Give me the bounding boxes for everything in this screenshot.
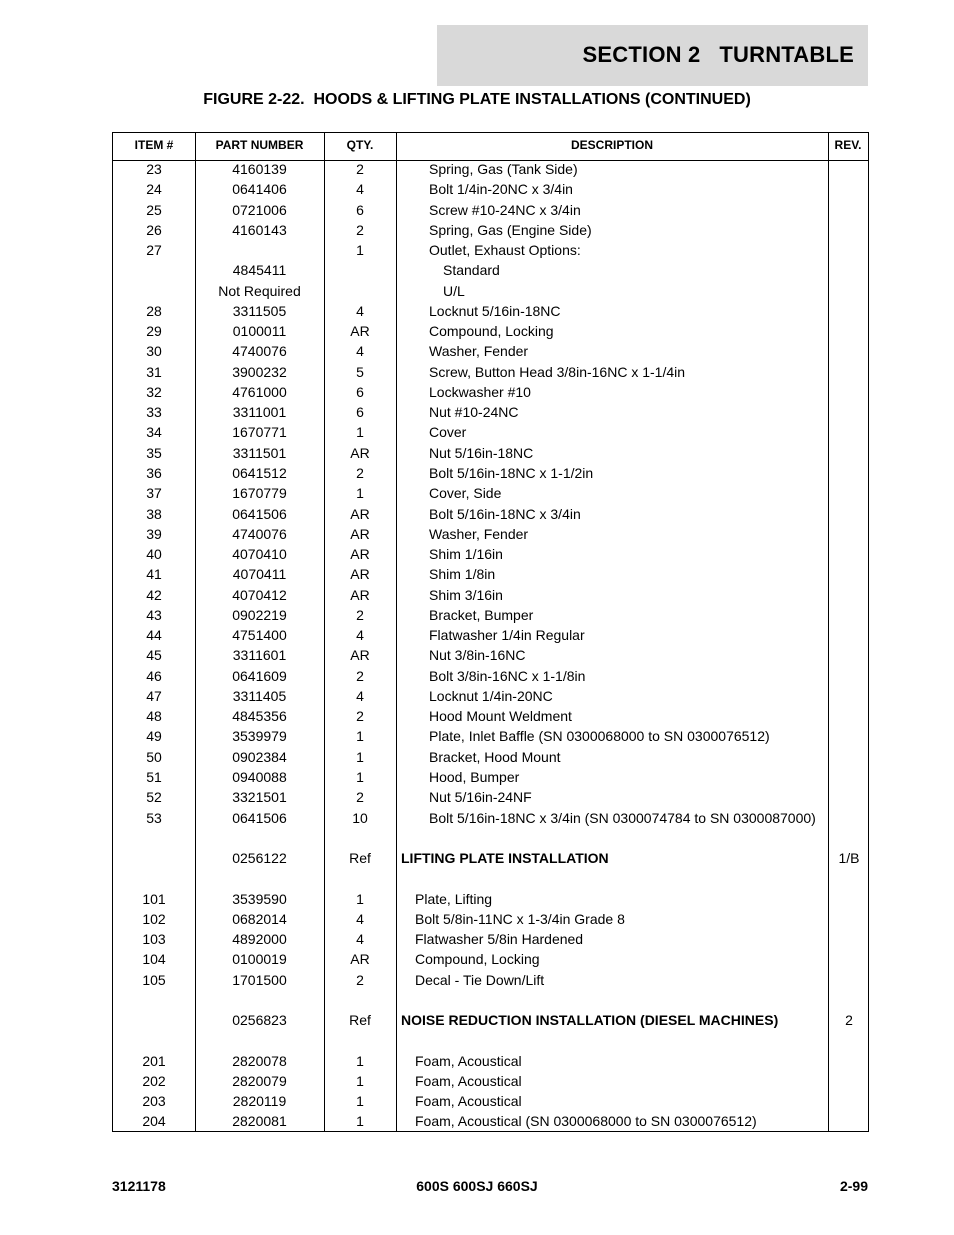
description-cell: Outlet, Exhaust Options: <box>429 242 581 259</box>
part-number-cell: 4070412 <box>232 586 287 603</box>
table-row <box>113 200 868 220</box>
part-number-cell: 3311505 <box>232 302 287 319</box>
qty-cell: 2 <box>356 221 364 238</box>
item-number-cell: 44 <box>146 627 162 644</box>
qty-cell: Ref <box>349 850 371 867</box>
footer-page-number: 2-99 <box>839 1178 868 1194</box>
description-cell: Spring, Gas (Tank Side) <box>429 161 578 177</box>
item-number-cell: 101 <box>142 890 166 907</box>
qty-cell: 4 <box>356 910 364 927</box>
description-cell: Bolt 5/16in-18NC x 1-1/2in <box>429 464 594 481</box>
description-cell: Bolt 3/8in-16NC x 1-1/8in <box>429 667 586 684</box>
table-row <box>113 625 868 645</box>
description-cell: U/L <box>443 282 465 299</box>
item-number-cell: 27 <box>146 242 162 259</box>
rev-cell: 1/B <box>838 850 860 867</box>
item-number-cell: 36 <box>146 464 162 481</box>
item-number-cell: 46 <box>146 667 162 684</box>
part-number-cell: 0256122 <box>232 850 287 867</box>
description-cell: Shim 1/8in <box>429 566 496 583</box>
part-number-cell: 4740076 <box>232 343 287 360</box>
description-cell: Bolt 5/16in-18NC x 3/4in <box>429 505 581 522</box>
description-cell: Standard <box>443 262 500 279</box>
item-number-cell: 30 <box>146 343 162 360</box>
qty-cell: AR <box>350 586 370 603</box>
table-row <box>113 767 868 787</box>
item-number-cell: 202 <box>142 1072 166 1089</box>
rev-cell: 2 <box>845 1012 853 1029</box>
qty-cell: 4 <box>356 687 364 704</box>
table-row <box>113 787 868 807</box>
table-row <box>113 382 868 402</box>
qty-cell: 1 <box>356 1052 364 1069</box>
part-number-cell: Not Required <box>218 282 301 299</box>
part-number-cell: 4160139 <box>232 161 287 177</box>
table-row <box>113 747 868 767</box>
qty-cell: AR <box>350 323 370 340</box>
table-row <box>113 281 868 301</box>
description-cell: Nut #10-24NC <box>429 404 519 421</box>
qty-cell: 1 <box>356 728 364 745</box>
column-header-part-number: PART NUMBER <box>215 138 304 152</box>
item-number-cell: 105 <box>142 971 166 988</box>
table-row <box>113 645 868 665</box>
part-number-cell: 4751400 <box>232 627 287 644</box>
item-number-cell: 49 <box>146 728 162 745</box>
description-cell: Foam, Acoustical <box>415 1072 522 1089</box>
description-cell: Plate, Inlet Baffle (SN 0300068000 to SN 0300076512) <box>429 728 770 745</box>
part-number-cell: 0641512 <box>232 464 287 481</box>
table-row <box>113 686 868 706</box>
table-row <box>113 402 868 422</box>
column-header-description: DESCRIPTION <box>570 138 653 152</box>
description-cell: Bracket, Bumper <box>429 606 534 623</box>
part-number-cell: 4845411 <box>232 262 287 279</box>
item-number-cell: 103 <box>142 931 166 948</box>
description-cell: NOISE REDUCTION INSTALLATION (DIESEL MACHINES) <box>401 1012 779 1029</box>
item-number-cell: 37 <box>146 485 162 502</box>
table-row <box>113 1091 868 1111</box>
table-row <box>113 443 868 463</box>
part-number-cell: 0682014 <box>232 910 287 927</box>
item-number-cell: 102 <box>142 910 166 927</box>
table-row <box>113 240 868 260</box>
item-number-cell: 53 <box>146 809 162 826</box>
item-number-cell: 204 <box>142 1113 166 1130</box>
item-number-cell: 42 <box>146 586 162 603</box>
part-number-cell: 0100011 <box>232 323 287 340</box>
qty-cell: 4 <box>356 931 364 948</box>
table-row <box>113 483 868 503</box>
item-number-cell: 41 <box>146 566 162 583</box>
description-cell: Flatwasher 5/8in Hardened <box>415 931 584 948</box>
qty-cell: 4 <box>356 343 364 360</box>
description-cell: Hood, Bumper <box>429 768 520 785</box>
table-row <box>113 949 868 969</box>
item-number-cell: 29 <box>146 323 162 340</box>
column-header-rev: REV. <box>834 138 862 152</box>
part-number-cell: 0641609 <box>232 667 287 684</box>
table-row <box>113 1071 868 1091</box>
qty-cell: 2 <box>356 971 364 988</box>
table-row <box>113 909 868 929</box>
qty-cell: 6 <box>356 383 364 400</box>
qty-cell: 2 <box>356 789 364 806</box>
part-number-cell: 2820078 <box>232 1052 287 1069</box>
footer-models: 600S 600SJ 660SJ <box>416 1178 538 1194</box>
part-number-cell: 1670779 <box>232 485 287 502</box>
qty-cell: AR <box>350 505 370 522</box>
item-number-cell: 33 <box>146 404 162 421</box>
qty-cell: 1 <box>356 1113 364 1130</box>
table-row <box>113 220 868 240</box>
qty-cell: Ref <box>349 1012 371 1029</box>
description-cell: Locknut 1/4in-20NC <box>429 687 553 704</box>
table-row <box>113 341 868 361</box>
description-cell: Spring, Gas (Engine Side) <box>429 221 592 238</box>
qty-cell: 1 <box>356 890 364 907</box>
table-row <box>113 524 868 544</box>
part-number-cell: 0100019 <box>232 951 287 968</box>
qty-cell: 4 <box>356 302 364 319</box>
item-number-cell: 25 <box>146 201 162 218</box>
table-row <box>113 1051 868 1071</box>
table-row <box>113 605 868 625</box>
description-cell: Nut 5/16in-24NF <box>429 789 532 806</box>
description-cell: Nut 3/8in-16NC <box>429 647 526 664</box>
item-number-cell: 201 <box>142 1052 166 1069</box>
item-number-cell: 34 <box>146 424 162 441</box>
part-number-cell: 3311601 <box>232 647 287 664</box>
table-row <box>113 706 868 726</box>
qty-cell: 2 <box>356 667 364 684</box>
part-number-cell: 2820081 <box>232 1113 287 1130</box>
description-cell: Locknut 5/16in-18NC <box>429 302 561 319</box>
table-row <box>113 422 868 442</box>
table-row <box>113 929 868 949</box>
description-cell: Washer, Fender <box>429 525 529 542</box>
item-number-cell: 31 <box>146 363 162 380</box>
qty-cell: AR <box>350 546 370 563</box>
qty-cell: AR <box>350 647 370 664</box>
table-row <box>113 585 868 605</box>
qty-cell: AR <box>350 444 370 461</box>
qty-cell: 1 <box>356 485 364 502</box>
item-number-cell: 50 <box>146 748 162 765</box>
part-number-cell: 3539590 <box>232 890 287 907</box>
part-number-cell: 3900232 <box>232 363 287 380</box>
description-cell: Shim 3/16in <box>429 586 503 603</box>
item-number-cell: 43 <box>146 606 162 623</box>
table-row <box>113 666 868 686</box>
qty-cell: AR <box>350 951 370 968</box>
section-title: SECTION 2 TURNTABLE <box>582 42 854 67</box>
part-number-cell: 4892000 <box>232 931 287 948</box>
part-number-cell: 1670771 <box>232 424 287 441</box>
description-cell: Compound, Locking <box>429 323 554 340</box>
table-row <box>113 990 868 1010</box>
qty-cell: AR <box>350 566 370 583</box>
item-number-cell: 26 <box>146 221 162 238</box>
part-number-cell: 3311001 <box>232 404 287 421</box>
description-cell: Foam, Acoustical (SN 0300068000 to SN 0300076512) <box>415 1113 757 1130</box>
item-number-cell: 40 <box>146 546 162 563</box>
description-cell: Screw, Button Head 3/8in-16NC x 1-1/4in <box>429 363 686 380</box>
qty-cell: 1 <box>356 768 364 785</box>
description-cell: Hood Mount Weldment <box>429 708 572 725</box>
part-number-cell: 4160143 <box>232 221 287 238</box>
qty-cell: 1 <box>356 1072 364 1089</box>
description-cell: Foam, Acoustical <box>415 1093 522 1110</box>
qty-cell: 10 <box>352 809 368 826</box>
description-cell: Bolt 5/16in-18NC x 3/4in (SN 0300074784 to SN 0300087000) <box>429 809 816 826</box>
qty-cell: 6 <box>356 201 364 218</box>
part-number-cell: 2820119 <box>232 1093 287 1110</box>
table-row <box>113 179 868 199</box>
item-number-cell: 47 <box>146 687 162 704</box>
part-number-cell: 0940088 <box>232 768 287 785</box>
qty-cell: 1 <box>356 424 364 441</box>
qty-cell: AR <box>350 525 370 542</box>
item-number-cell: 203 <box>142 1093 166 1110</box>
part-number-cell: 3321501 <box>232 789 287 806</box>
part-number-cell: 0641506 <box>232 505 287 522</box>
part-number-cell: 4761000 <box>232 383 287 400</box>
part-number-cell: 1701500 <box>232 971 287 988</box>
table-row <box>113 260 868 280</box>
item-number-cell: 51 <box>146 768 162 785</box>
item-number-cell: 23 <box>146 161 162 177</box>
table-row <box>113 1111 868 1131</box>
part-number-cell: 3311501 <box>232 444 287 461</box>
description-cell: Lockwasher #10 <box>429 383 531 400</box>
footer-doc-number: 3121178 <box>112 1178 166 1194</box>
description-cell: Nut 5/16in-18NC <box>429 444 534 461</box>
table-row <box>113 1030 868 1050</box>
qty-cell: 2 <box>356 161 364 177</box>
table-row <box>113 544 868 564</box>
qty-cell: 2 <box>356 464 364 481</box>
item-number-cell: 32 <box>146 383 162 400</box>
figure-title: FIGURE 2-22. HOODS & LIFTING PLATE INSTALLATIONS (CONTINUED) <box>203 91 751 108</box>
table-row <box>113 848 868 868</box>
table-row <box>113 564 868 584</box>
parts-table <box>112 132 869 1132</box>
description-cell: Plate, Lifting <box>415 890 493 907</box>
description-cell: Shim 1/16in <box>429 546 503 563</box>
description-cell: Flatwasher 1/4in Regular <box>429 627 585 644</box>
part-number-cell: 2820079 <box>232 1072 287 1089</box>
part-number-cell: 0641406 <box>232 181 287 198</box>
table-row <box>113 321 868 341</box>
part-number-cell: 4070411 <box>232 566 287 583</box>
item-number-cell: 48 <box>146 708 162 725</box>
item-number-cell: 104 <box>142 951 166 968</box>
item-number-cell: 52 <box>146 789 162 806</box>
item-number-cell: 39 <box>146 525 162 542</box>
table-row <box>113 808 868 828</box>
description-cell: Bolt 1/4in-20NC x 3/4in <box>429 181 573 198</box>
column-header-item: ITEM # <box>134 138 174 152</box>
qty-cell: 1 <box>356 748 364 765</box>
part-number-cell: 4070410 <box>232 546 287 563</box>
table-row <box>113 362 868 382</box>
part-number-cell: 3311405 <box>232 687 287 704</box>
section-header-box <box>437 25 868 86</box>
qty-cell: 1 <box>356 1093 364 1110</box>
description-cell: Cover <box>429 424 467 441</box>
qty-cell: 4 <box>356 627 364 644</box>
description-cell: Foam, Acoustical <box>415 1052 522 1069</box>
part-number-cell: 0641506 <box>232 809 287 826</box>
table-row <box>113 889 868 909</box>
table-row <box>113 970 868 990</box>
column-header-qty: QTY. <box>346 138 374 152</box>
description-cell: Washer, Fender <box>429 343 529 360</box>
table-row <box>113 301 868 321</box>
table-row <box>113 463 868 483</box>
description-cell: Bracket, Hood Mount <box>429 748 561 765</box>
item-number-cell: 24 <box>146 181 162 198</box>
item-number-cell: 28 <box>146 302 162 319</box>
qty-cell: 1 <box>356 242 364 259</box>
description-cell: Screw #10-24NC x 3/4in <box>429 201 581 218</box>
table-row <box>113 828 868 848</box>
table-row <box>113 1010 868 1030</box>
description-cell: Cover, Side <box>429 485 502 502</box>
description-cell: LIFTING PLATE INSTALLATION <box>401 850 609 867</box>
part-number-cell: 0721006 <box>232 201 287 218</box>
part-number-cell: 4845356 <box>232 708 287 725</box>
part-number-cell: 0902384 <box>232 748 287 765</box>
table-row <box>113 868 868 888</box>
description-cell: Decal - Tie Down/Lift <box>415 971 545 988</box>
part-number-cell: 0902219 <box>232 606 287 623</box>
table-row <box>113 159 868 179</box>
qty-cell: 5 <box>356 363 364 380</box>
part-number-cell: 3539979 <box>232 728 287 745</box>
item-number-cell: 38 <box>146 505 162 522</box>
item-number-cell: 45 <box>146 647 162 664</box>
table-body <box>113 159 868 1132</box>
description-cell: Bolt 5/8in-11NC x 1-3/4in Grade 8 <box>415 910 625 927</box>
part-number-cell: 4740076 <box>232 525 287 542</box>
table-row <box>113 726 868 746</box>
qty-cell: 2 <box>356 708 364 725</box>
part-number-cell: 0256823 <box>232 1012 287 1029</box>
description-cell: Compound, Locking <box>415 951 540 968</box>
qty-cell: 2 <box>356 606 364 623</box>
item-number-cell: 35 <box>146 444 162 461</box>
table-row <box>113 504 868 524</box>
qty-cell: 4 <box>356 181 364 198</box>
qty-cell: 6 <box>356 404 364 421</box>
